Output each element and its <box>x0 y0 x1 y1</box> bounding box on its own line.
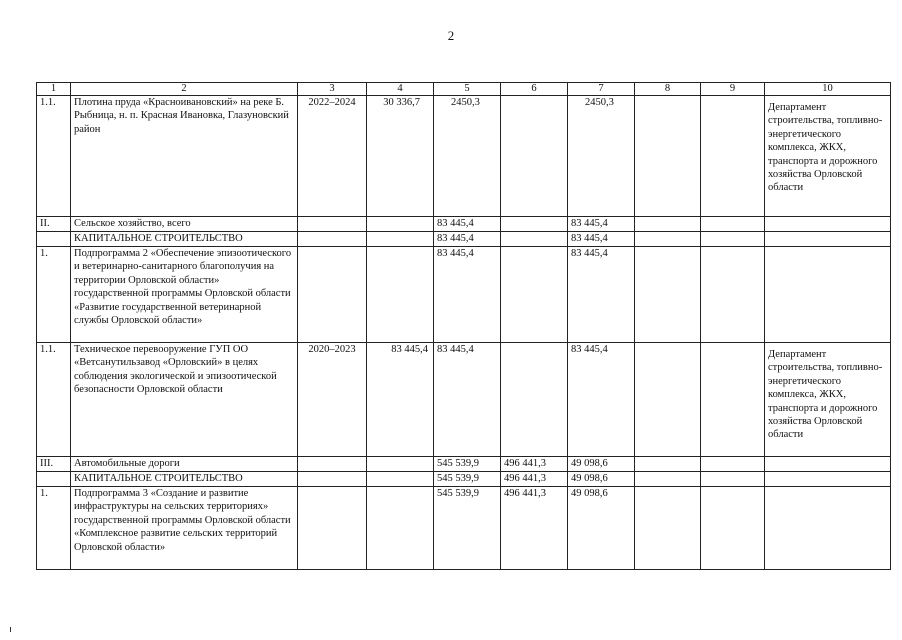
row-years: 2020–2023 <box>298 343 367 457</box>
row-number <box>37 472 71 487</box>
row-col8 <box>635 217 701 232</box>
table-row <box>37 457 891 472</box>
column-header: 1 <box>37 83 71 96</box>
table-row <box>37 217 891 232</box>
column-header: 8 <box>635 83 701 96</box>
row-number: II. <box>37 217 71 232</box>
row-name: Плотина пруда «Красноивановский» на реке Б. Рыбница, н. п. Красная Ивановка, Глазуновский район <box>71 96 298 217</box>
row-name: Автомобильные дороги <box>71 457 298 472</box>
row-col8 <box>635 457 701 472</box>
row-col8 <box>635 96 701 217</box>
row-col4 <box>367 217 434 232</box>
row-responsible: Департамент строительства, топливно-энергетического комплекса, ЖКХ, транспорта и дорожного хозяйства Орловской области <box>765 343 891 457</box>
row-name: КАПИТАЛЬНОЕ СТРОИТЕЛЬСТВО <box>71 232 298 247</box>
column-header: 9 <box>701 83 765 96</box>
row-responsible <box>765 457 891 472</box>
table-row <box>37 232 891 247</box>
column-header: 4 <box>367 83 434 96</box>
row-col7: 83 445,4 <box>568 343 635 457</box>
row-col8 <box>635 232 701 247</box>
row-col6: 496 441,3 <box>501 472 568 487</box>
row-years <box>298 217 367 232</box>
row-number <box>37 232 71 247</box>
row-responsible <box>765 487 891 570</box>
row-col6: 496 441,3 <box>501 487 568 570</box>
column-header: 5 <box>434 83 501 96</box>
row-col9 <box>701 247 765 343</box>
row-col5: 83 445,4 <box>434 247 501 343</box>
row-col9 <box>701 217 765 232</box>
row-col5: 83 445,4 <box>434 343 501 457</box>
page-number: 2 <box>447 28 455 43</box>
row-name: Подпрограмма 3 «Создание и развитие инфраструктуры на сельских территориях» государственной программы Орловской области «Комплексное развитие сельских территорий Орловской области» <box>71 487 298 570</box>
row-responsible <box>765 232 891 247</box>
row-responsible <box>765 247 891 343</box>
row-col6 <box>501 247 568 343</box>
row-col7: 83 445,4 <box>568 217 635 232</box>
row-col6 <box>501 96 568 217</box>
row-col9 <box>701 343 765 457</box>
row-responsible <box>765 472 891 487</box>
row-col6: 496 441,3 <box>501 457 568 472</box>
row-col6 <box>501 232 568 247</box>
row-name: Техническое перевооружение ГУП ОО «Ветсанутильзавод «Орловский» в целях соблюдения экологической и эпизоотической безопасности Орловской области <box>71 343 298 457</box>
row-col4 <box>367 247 434 343</box>
row-number: 1.1. <box>37 96 71 217</box>
row-col6 <box>501 217 568 232</box>
row-years <box>298 247 367 343</box>
row-col8 <box>635 472 701 487</box>
row-col4 <box>367 232 434 247</box>
row-col9 <box>701 232 765 247</box>
column-header: 10 <box>765 83 891 96</box>
row-col5: 83 445,4 <box>434 232 501 247</box>
column-header: 2 <box>71 83 298 96</box>
row-col5: 545 539,9 <box>434 472 501 487</box>
row-years <box>298 472 367 487</box>
row-col5: 545 539,9 <box>434 457 501 472</box>
row-col7: 83 445,4 <box>568 232 635 247</box>
row-col4 <box>367 487 434 570</box>
row-col8 <box>635 343 701 457</box>
row-col9 <box>701 487 765 570</box>
row-col9 <box>701 472 765 487</box>
row-col4: 83 445,4 <box>367 343 434 457</box>
row-col7: 49 098,6 <box>568 472 635 487</box>
row-col5: 545 539,9 <box>434 487 501 570</box>
row-col7: 49 098,6 <box>568 457 635 472</box>
row-years <box>298 487 367 570</box>
row-col9 <box>701 96 765 217</box>
table-row <box>37 96 891 217</box>
row-number: 1. <box>37 247 71 343</box>
row-col8 <box>635 487 701 570</box>
row-col6 <box>501 343 568 457</box>
table-header-row <box>37 83 891 96</box>
row-col5: 2450,3 <box>434 96 501 217</box>
row-name: Сельское хозяйство, всего <box>71 217 298 232</box>
row-col7: 2450,3 <box>568 96 635 217</box>
row-col7: 83 445,4 <box>568 247 635 343</box>
column-header: 7 <box>568 83 635 96</box>
row-number: III. <box>37 457 71 472</box>
investment-table <box>36 82 891 570</box>
row-col4 <box>367 472 434 487</box>
row-number: 1.1. <box>37 343 71 457</box>
row-col5: 83 445,4 <box>434 217 501 232</box>
row-col4 <box>367 457 434 472</box>
row-col8 <box>635 247 701 343</box>
table-row <box>37 343 891 457</box>
row-years: 2022–2024 <box>298 96 367 217</box>
row-name: Подпрограмма 2 «Обеспечение эпизоотического и ветеринарно-санитарного благополучия на территории Орловской области» государственной программы Орловской области «Развитие государственной ветеринарной службы Орловской области» <box>71 247 298 343</box>
table-row <box>37 487 891 570</box>
row-years <box>298 232 367 247</box>
row-col9 <box>701 457 765 472</box>
row-responsible <box>765 217 891 232</box>
table-row <box>37 247 891 343</box>
row-name: КАПИТАЛЬНОЕ СТРОИТЕЛЬСТВО <box>71 472 298 487</box>
row-col7: 49 098,6 <box>568 487 635 570</box>
row-number: 1. <box>37 487 71 570</box>
column-header: 3 <box>298 83 367 96</box>
row-years <box>298 457 367 472</box>
row-col4: 30 336,7 <box>367 96 434 217</box>
scan-mark <box>10 627 11 632</box>
table-row <box>37 472 891 487</box>
row-responsible: Департамент строительства, топливно-энергетического комплекса, ЖКХ, транспорта и дорожного хозяйства Орловской области <box>765 96 891 217</box>
column-header: 6 <box>501 83 568 96</box>
